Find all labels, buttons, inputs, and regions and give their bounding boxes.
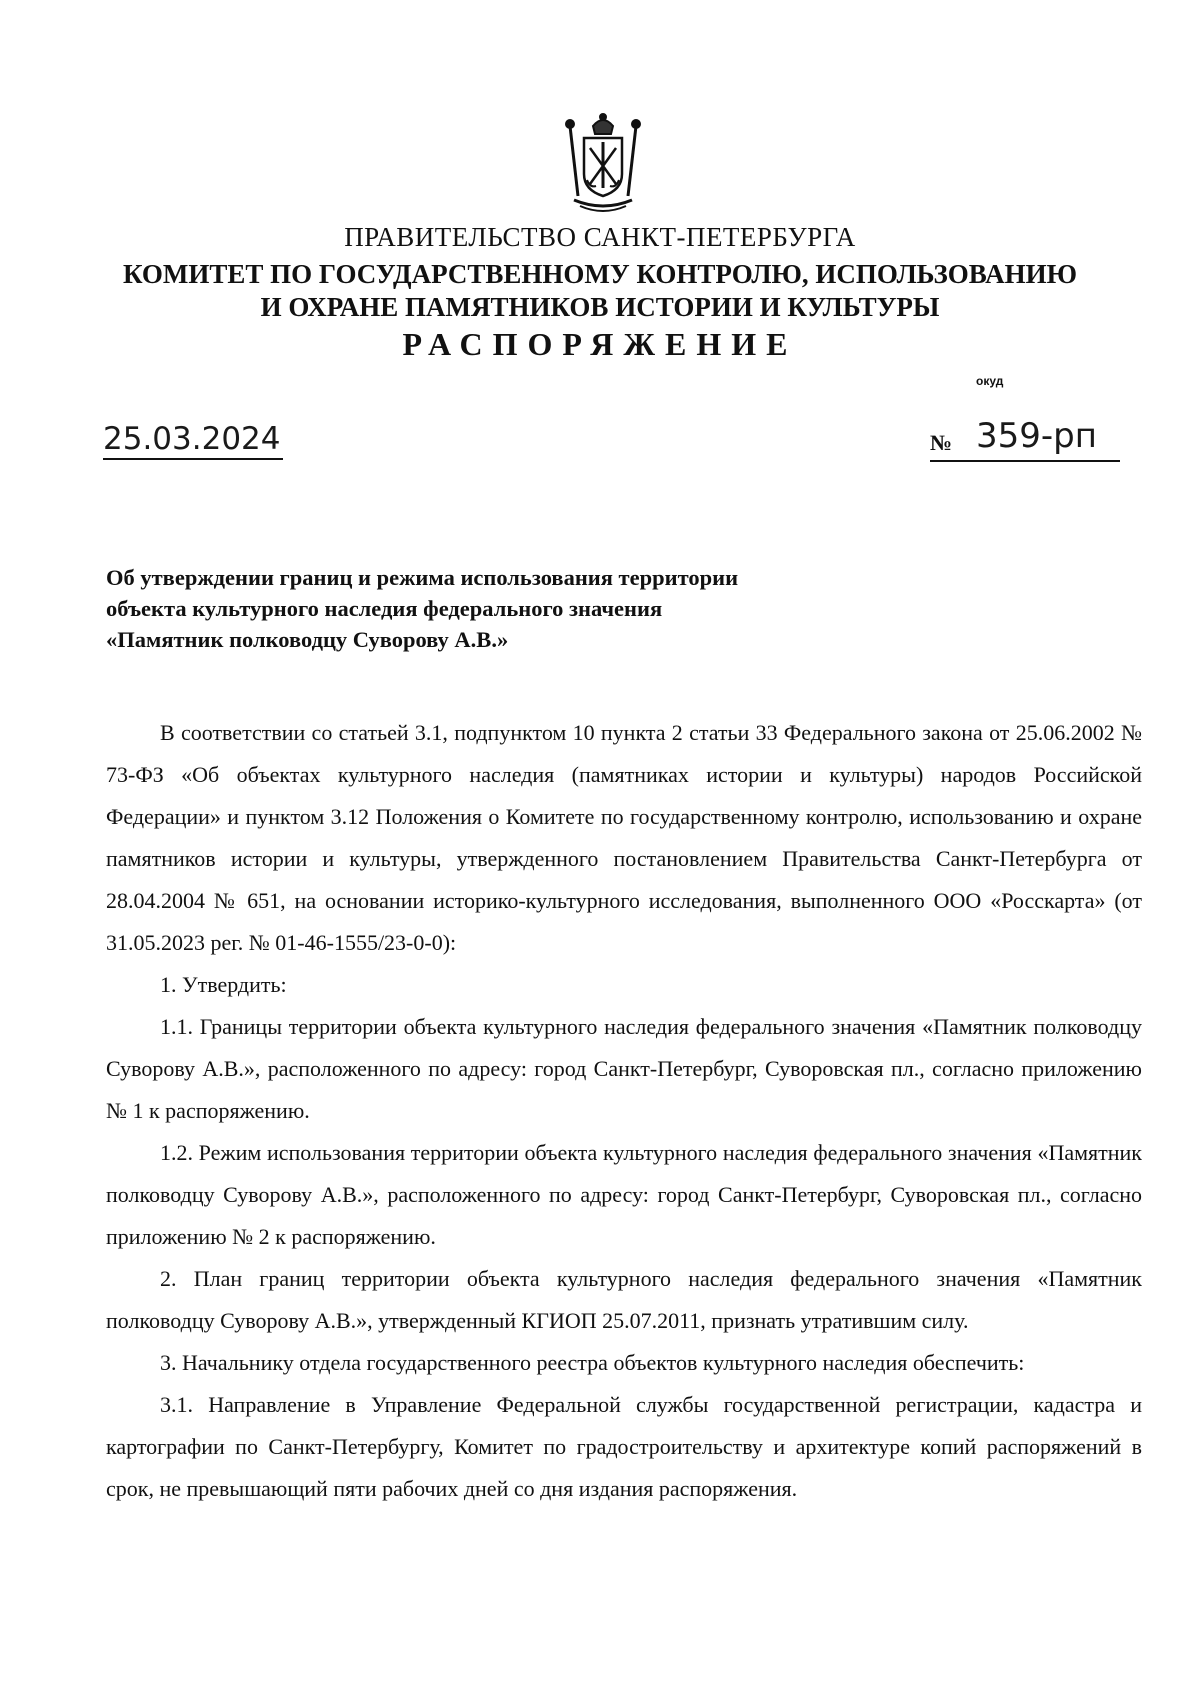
title-line-1: Об утверждении границ и режима использования территории — [106, 565, 739, 590]
document-date: 25.03.2024 — [103, 420, 283, 460]
document-type: РАСПОРЯЖЕНИЕ — [402, 326, 798, 362]
government-name: ПРАВИТЕЛЬСТВО САНКТ-ПЕТЕРБУРГА — [344, 222, 856, 252]
committee-name — [0, 258, 1200, 324]
document-number-field — [930, 416, 1120, 462]
okud-label: окуд — [976, 374, 1004, 388]
paragraph-3: 3. Начальнику отдела государственного реестра объектов культурного наследия обеспечить: — [160, 1350, 1025, 1375]
paragraph-1: 1. Утвердить: — [160, 972, 287, 997]
paragraph-3-1: 3.1. Направление в Управление Федеральной службы государственной регистрации, кадастра и картографии по Санкт-Петербургу, Комитет по градостроительству и архитектуре копий распоряжений в срок, не превышающий пяти рабочих дней со дня издания распоряжения. — [106, 1392, 1142, 1501]
document-number: 359-рп — [976, 416, 1097, 456]
committee-line-2: И ОХРАНЕ ПАМЯТНИКОВ ИСТОРИИ И КУЛЬТУРЫ — [260, 292, 940, 322]
coat-of-arms-icon — [560, 112, 646, 216]
document-title — [106, 562, 866, 655]
paragraph-preamble: В соответствии со статьей 3.1, подпунктом 10 пункта 2 статьи 33 Федерального закона от 25.06.2002 № 73-ФЗ «Об объектах культурного наследия (памятниках истории и культуры) народов Российской Федерации» и пунктом 3.12 Положения о Комитете по государственному контролю, использованию и охране памятников истории и культуры, утвержденного постановлением Правительства Санкт-Петербурга от 28.04.2004 № 651, на основании историко-культурного исследования, выполненного ООО «Росскарта» (от 31.05.2023 рег. № 01-46-1555/23-0-0): — [106, 720, 1142, 955]
number-sign: № — [930, 430, 953, 455]
committee-line-1: КОМИТЕТ ПО ГОСУДАРСТВЕННОМУ КОНТРОЛЮ, ИСПОЛЬЗОВАНИЮ — [123, 259, 1077, 289]
title-line-2: объекта культурного наследия федерального значения — [106, 596, 663, 621]
document-body — [106, 712, 1142, 1510]
paragraph-1-2: 1.2. Режим использования территории объекта культурного наследия федерального значения «Памятник полководцу Суворову А.В.», расположенного по адресу: город Санкт-Петербург, Суворовская пл., согласно приложению № 2 к распоряжению. — [106, 1140, 1142, 1249]
paragraph-1-1: 1.1. Границы территории объекта культурного наследия федерального значения «Памятник полководцу Суворову А.В.», расположенного по адресу: город Санкт-Петербург, Суворовская пл., согласно приложению № 1 к распоряжению. — [106, 1014, 1142, 1123]
paragraph-2: 2. План границ территории объекта культурного наследия федерального значения «Памятник полководцу Суворову А.В.», утвержденный КГИОП 25.07.2011, признать утратившим силу. — [106, 1266, 1142, 1333]
title-line-3: «Памятник полководцу Суворову А.В.» — [106, 627, 509, 652]
